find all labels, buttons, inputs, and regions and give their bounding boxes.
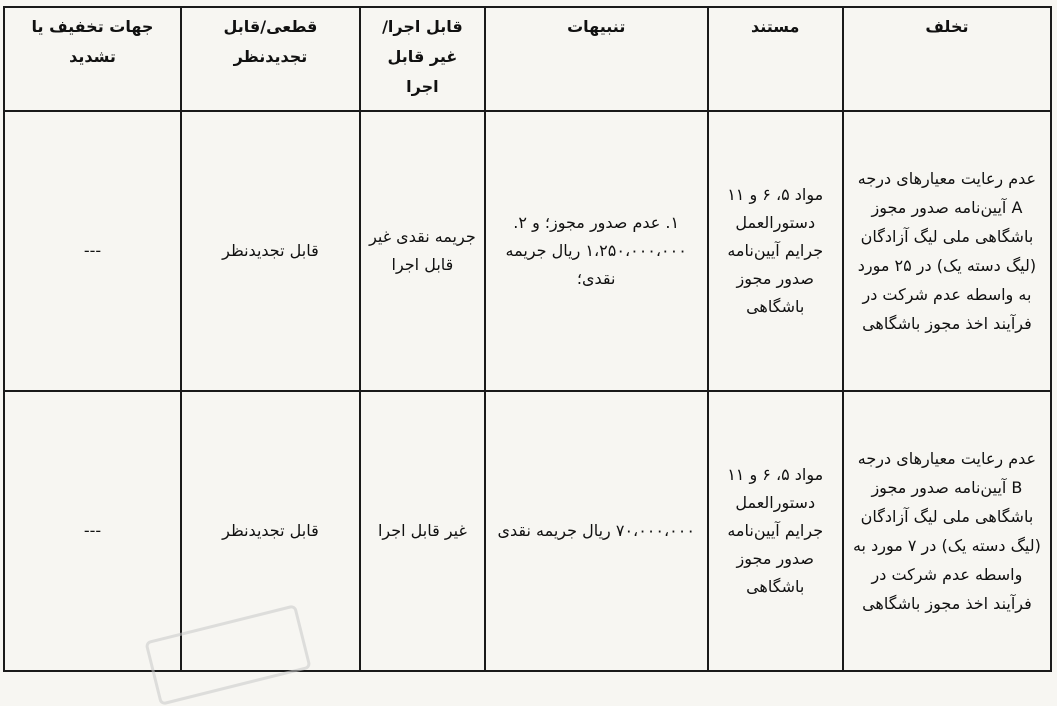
- table-row: [4, 391, 1051, 671]
- cell-basis: مواد ۵، ۶ و ۱۱ دستورالعمل جرایم آیین‌نامه صدور مجوز باشگاهی: [708, 111, 843, 391]
- header-enforceability: قابل اجرا/غیر قابل اجرا: [360, 7, 485, 111]
- header-penalties: تنبیهات: [485, 7, 708, 111]
- violations-table: [3, 6, 1052, 672]
- table-header-row: [4, 7, 1051, 111]
- header-violation: تخلف: [843, 7, 1051, 111]
- cell-mitigation: ---: [4, 111, 181, 391]
- cell-enforceability: جریمه نقدی غیر قابل اجرا: [360, 111, 485, 391]
- table-row: [4, 111, 1051, 391]
- cell-penalties: ۷۰،۰۰۰،۰۰۰ ریال جریمه نقدی: [485, 391, 708, 671]
- violations-table-wrapper: [3, 6, 1052, 706]
- cell-violation: عدم رعایت معیارهای درجه B آیین‌نامه صدور مجوز باشگاهی ملی لیگ آزادگان (لیگ دسته یک) در ۷ مورد به واسطه عدم شرکت در فرآیند اخذ مجوز باشگاهی: [843, 391, 1051, 671]
- cell-enforceability: غیر قابل اجرا: [360, 391, 485, 671]
- header-mitigation: جهات تخفیف یا تشدید: [4, 7, 181, 111]
- cell-finality: قابل تجدیدنظر: [181, 111, 360, 391]
- cell-penalties: ۱. عدم صدور مجوز؛ و ۲. ۱،۲۵۰،۰۰۰،۰۰۰ ریال جریمه نقدی؛: [485, 111, 708, 391]
- cell-violation: عدم رعایت معیارهای درجه A آیین‌نامه صدور مجوز باشگاهی ملی لیگ آزادگان (لیگ دسته یک) در ۲۵ مورد به واسطه عدم شرکت در فرآیند اخذ مجوز باشگاهی: [843, 111, 1051, 391]
- cell-mitigation: ---: [4, 391, 181, 671]
- cell-basis: مواد ۵، ۶ و ۱۱ دستورالعمل جرایم آیین‌نامه صدور مجوز باشگاهی: [708, 391, 843, 671]
- header-finality: قطعی/قابل تجدیدنظر: [181, 7, 360, 111]
- cell-finality: قابل تجدیدنظر: [181, 391, 360, 671]
- header-basis: مستند: [708, 7, 843, 111]
